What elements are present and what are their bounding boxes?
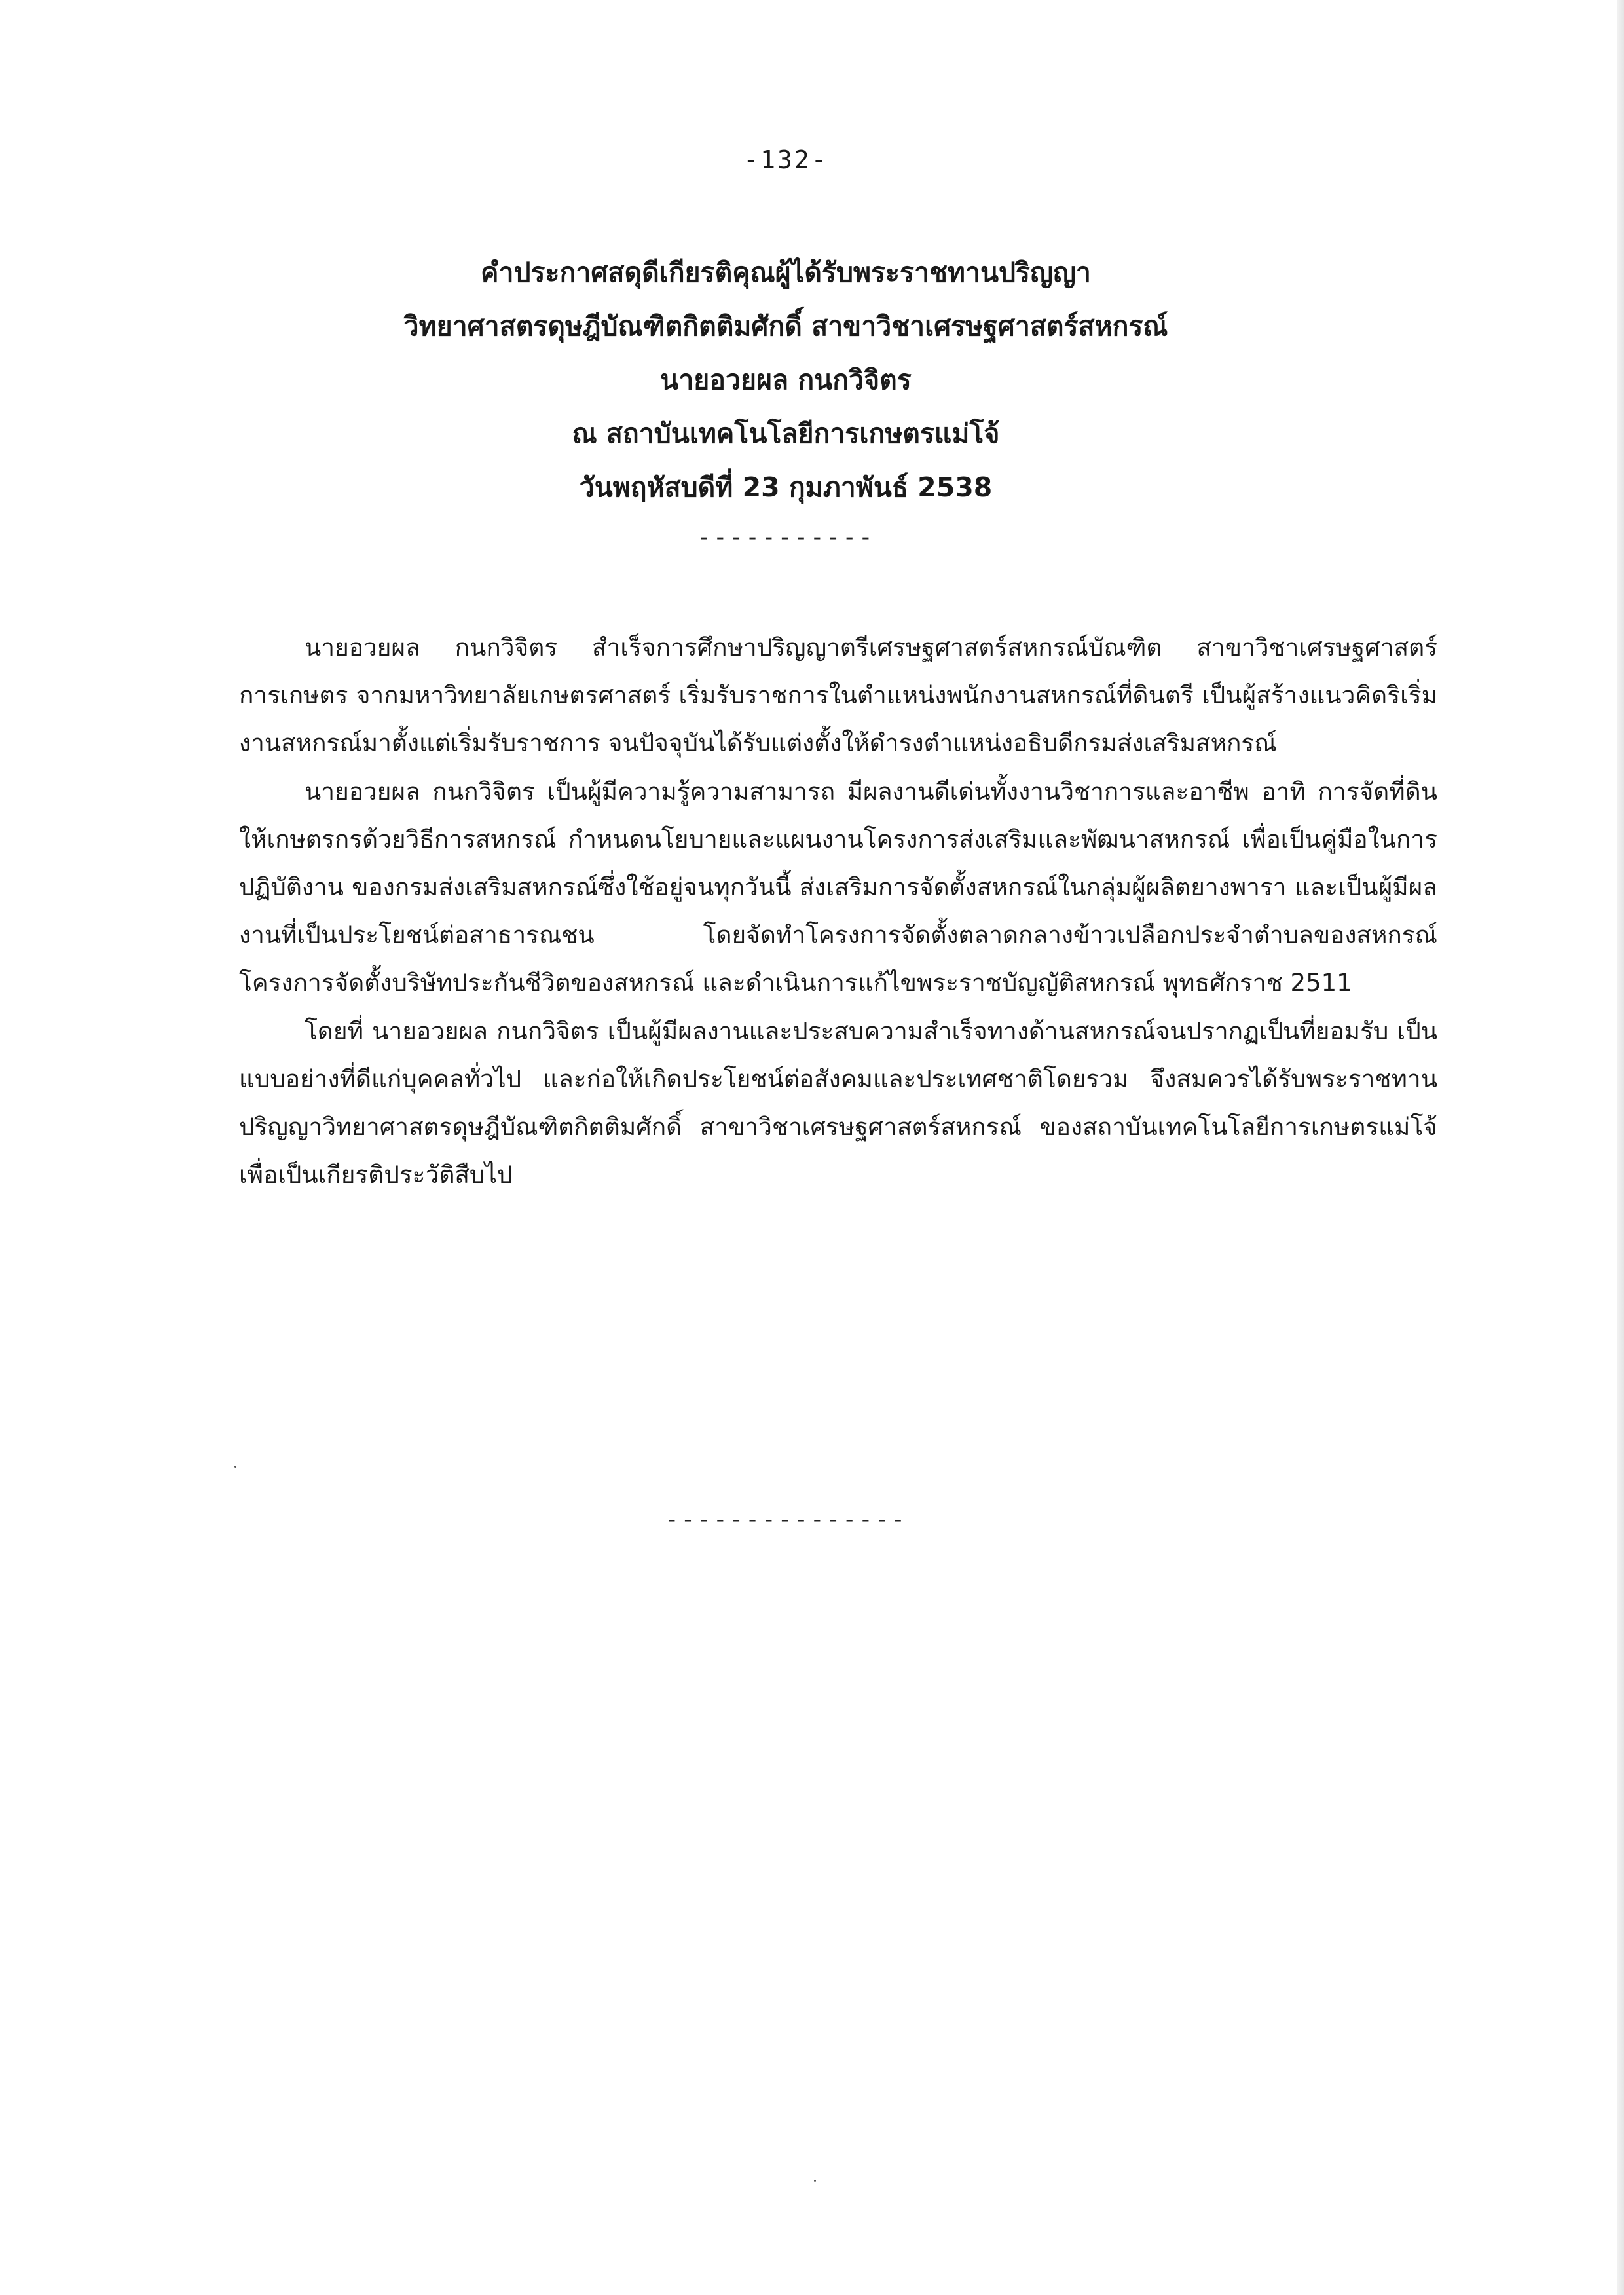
title-line-institution: ณ สถาบันเทคโนโลยีการเกษตรแม่โจ้ [572, 418, 1000, 449]
paragraph-education: นายอวยผล กนกวิจิตร สำเร็จการศึกษาปริญญาตรีเศรษฐศาสตร์สหกรณ์บัณฑิต สาขาวิชาเศรษฐศาสตร์การเกษตร จากมหาวิทยาลัยเกษตรศาสตร์ เริ่มรับราชการในตำแหน่งพนักงานสหกรณ์ที่ดินตรี เป็นผู้สร้างแนวคิดริเริ่มงานสหกรณ์มาตั้งแต่เริ่มรับราชการ จนปัจจุบันได้รับแต่งตั้งให้ดำรงตำแหน่งอธิบดีกรมส่งเสริมสหกรณ์ [239, 633, 1437, 758]
bottom-divider: --------------- [664, 1506, 908, 1533]
page-number: -132- [743, 145, 828, 174]
title-block [0, 246, 1572, 514]
scan-edge-shadow [1617, 0, 1624, 2295]
scan-speck [234, 1466, 236, 1468]
body-text [239, 624, 1437, 1199]
title-line-degree: วิทยาศาสตรดุษฎีบัณฑิตกิตติมศักดิ์ สาขาวิชาเศรษฐศาสตร์สหกรณ์ [403, 310, 1168, 342]
paragraph-achievements: นายอวยผล กนกวิจิตร เป็นผู้มีความรู้ความสามารถ มีผลงานดีเด่นทั้งงานวิชาการและอาชีพ อาทิ การจัดที่ดินให้เกษตรกรด้วยวิธีการสหกรณ์ กำหนดนโยบายและแผนงานโครงการส่งเสริมและพัฒนาสหกรณ์ เพื่อเป็นคู่มือในการปฏิบัติงาน ของกรมส่งเสริมสหกรณ์ซึ่งใช้อยู่จนทุกวันนี้ ส่งเสริมการจัดตั้งสหกรณ์ในกลุ่มผู้ผลิตยางพารา และเป็นผู้มีผลงานที่เป็นประโยชน์ต่อสาธารณชน โดยจัดทำโครงการจัดตั้งตลาดกลางข้าวเปลือกประจำตำบลของสหกรณ์ โครงการจัดตั้งบริษัทประกันชีวิตของสหกรณ์ และดำเนินการแก้ไขพระราชบัญญัติสหกรณ์ พุทธศักราช 2511 [239, 777, 1437, 998]
top-divider: ----------- [697, 524, 875, 551]
scan-speck [814, 2180, 816, 2182]
paragraph-conclusion: โดยที่ นายอวยผล กนกวิจิตร เป็นผู้มีผลงานและประสบความสำเร็จทางด้านสหกรณ์จนปรากฏเป็นที่ยอมรับ เป็นแบบอย่างที่ดีแก่บุคคลทั่วไป และก่อให้เกิดประโยชน์ต่อสังคมและประเทศชาติโดยรวม จึงสมควรได้รับพระราชทานปริญญาวิทยาศาสตรดุษฎีบัณฑิตกิตติมศักดิ์ สาขาวิชาเศรษฐศาสตร์สหกรณ์ ของสถาบันเทคโนโลยีการเกษตรแม่โจ้ เพื่อเป็นเกียรติประวัติสืบไป [239, 1017, 1437, 1189]
title-line-proclamation: คำประกาศสดุดีเกียรติคุณผู้ได้รับพระราชทานปริญญา [481, 257, 1091, 288]
title-line-date: วันพฤหัสบดีที่ 23 กุมภาพันธ์ 2538 [579, 472, 993, 503]
title-line-recipient: นายอวยผล กนกวิจิตร [660, 364, 912, 396]
